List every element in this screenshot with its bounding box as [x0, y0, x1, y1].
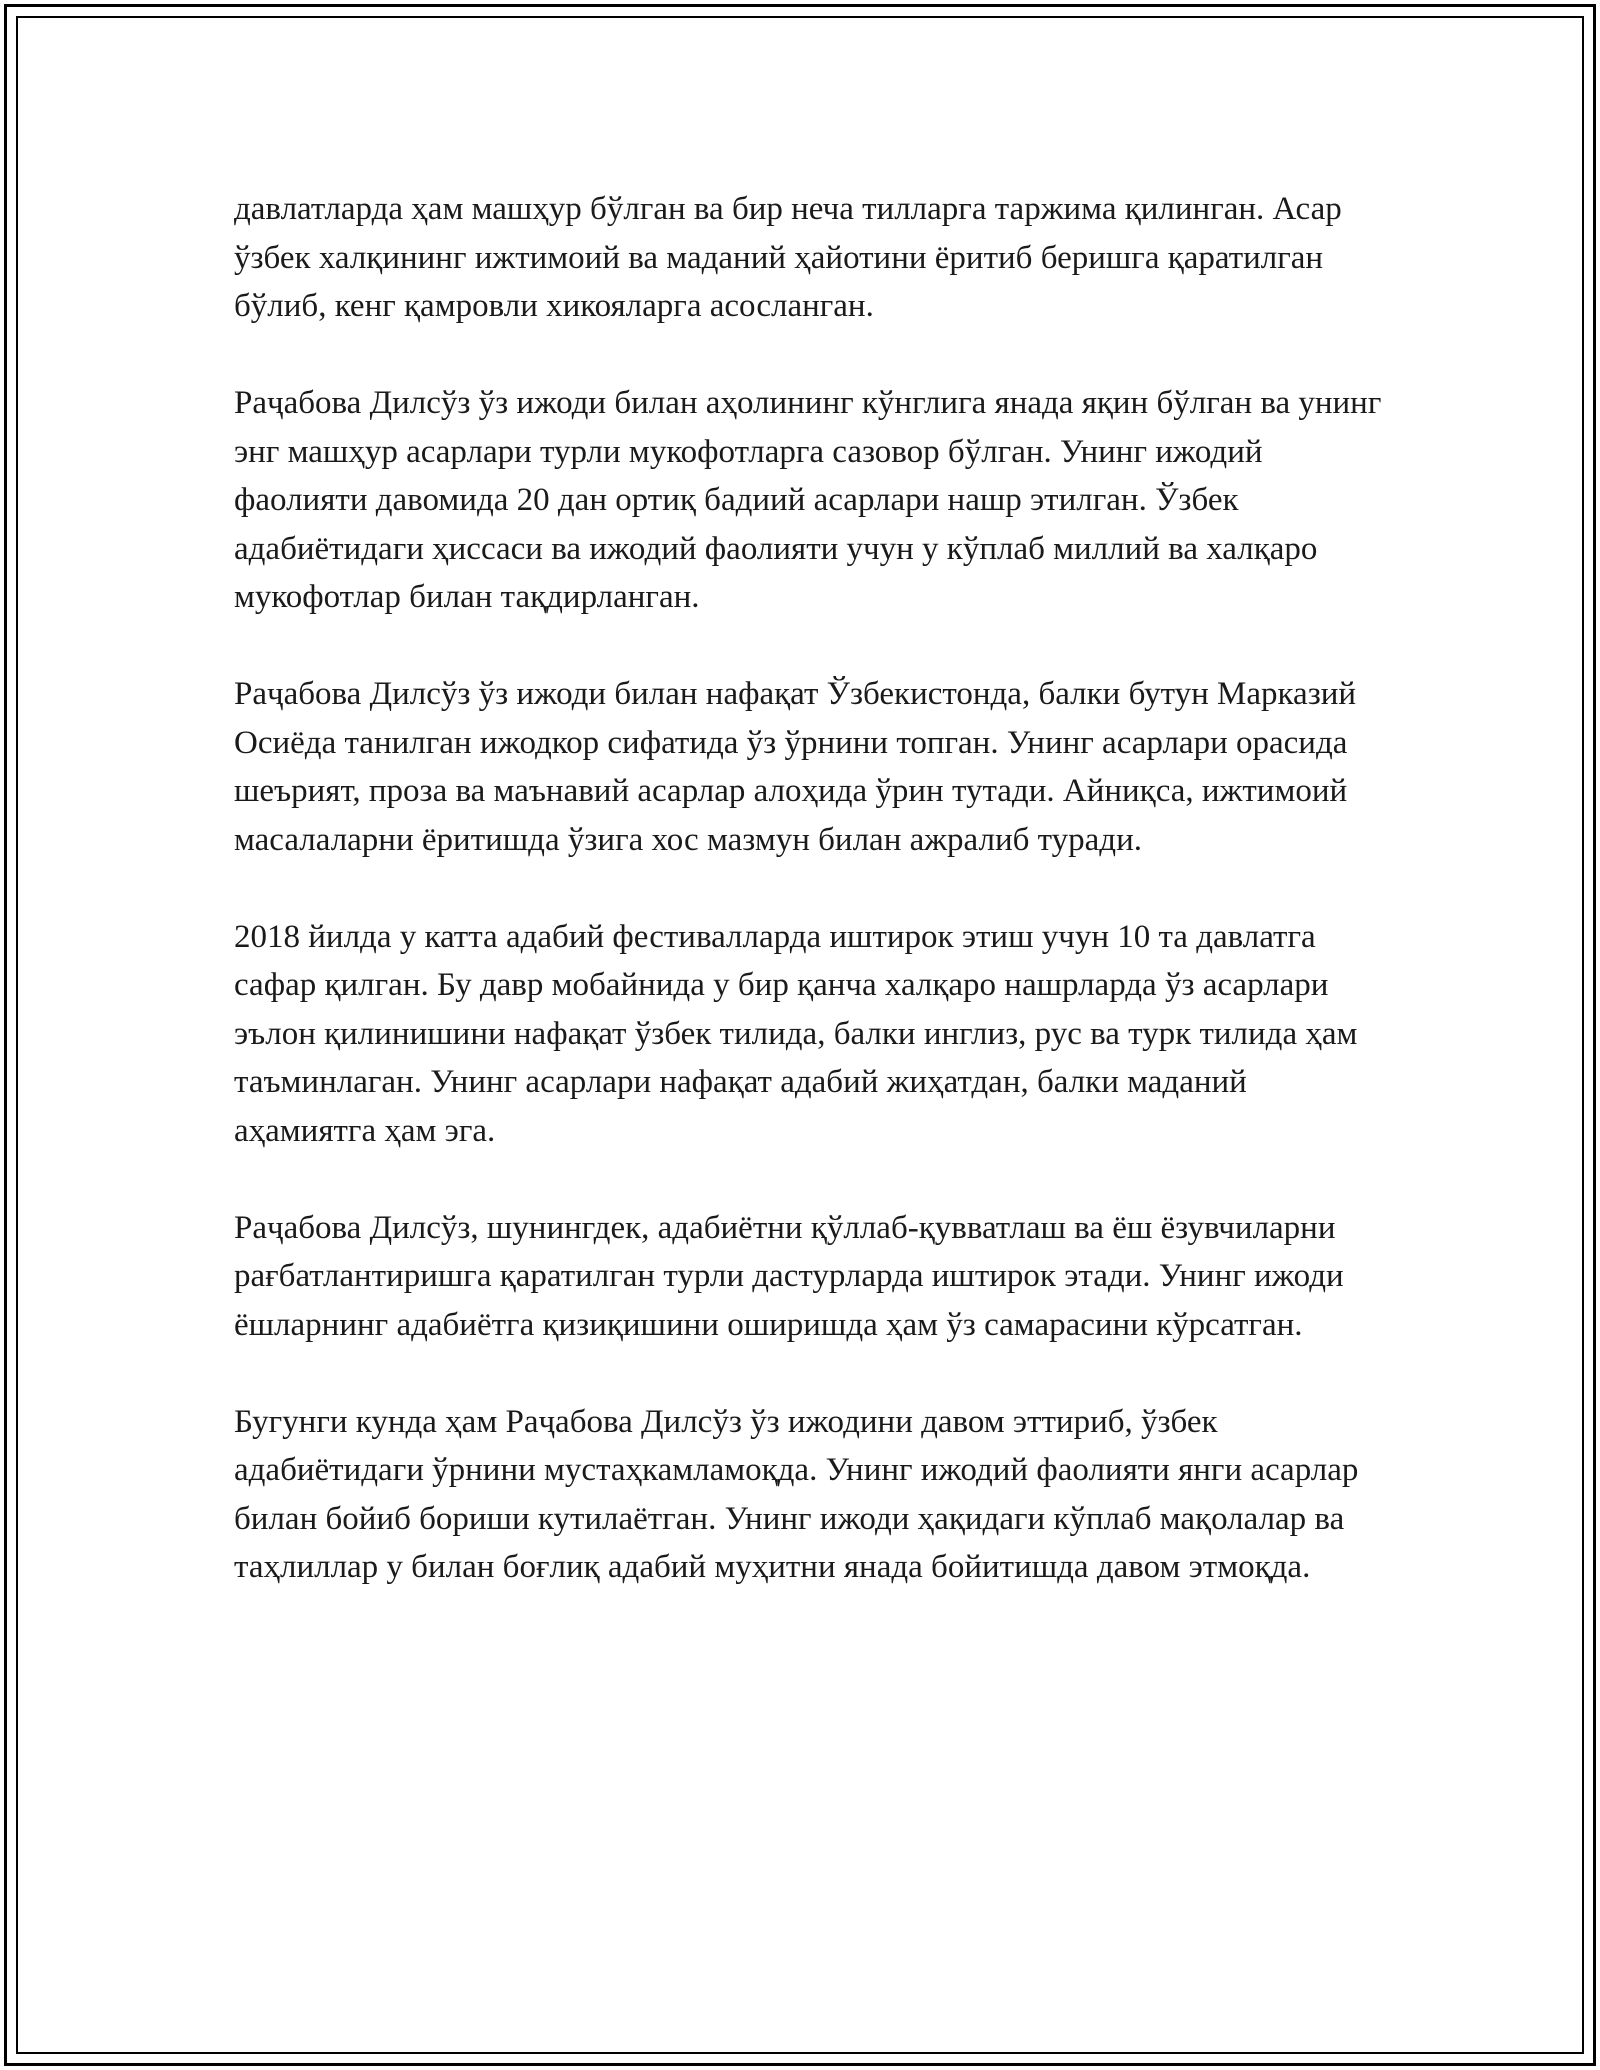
paragraph: Бугунги кунда ҳам Раҷабова Дилсўз ўз ижодини давом эттириб, ўзбек адабиётидаги ўрнини мустаҳкамламоқда. Унинг ижодий фаолияти янги асарлар билан бойиб бориши кутилаётган. Унинг ижоди ҳақидаги кўплаб мақолалар ва таҳлиллар у билан боғлиқ адабий муҳитни янада бойитишда давом этмоқда. — [234, 1403, 1359, 1585]
document-body — [234, 185, 1384, 1640]
paragraph: Раҷабова Дилсўз ўз ижоди билан нафақат Ўзбекистонда, балки бутун Марказий Осиёда танилган ижодкор сифатида ўз ўрнини топган. Унинг асарлари орасида шеърият, проза ва маънавий асарлар алоҳида ўрин тутади. Айниқса, ижтимоий масалаларни ёритишда ўзига хос мазмун билан ажралиб туради. — [234, 676, 1357, 858]
paragraph: давлатларда ҳам машҳур бўлган ва бир неча тилларга таржима қилинган. Асар ўзбек халқининг ижтимоий ва маданий ҳайотини ёритиб беришга қаратилган бўлиб, кенг қамровли хикояларга асосланган. — [234, 191, 1342, 324]
paragraph: Раҷабова Дилсўз ўз ижоди билан аҳолининг кўнглига янада яқин бўлган ва унинг энг машҳур асарлари турли мукофотларга сазовор бўлган. Унинг ижодий фаолияти давомида 20 дан ортиқ бадиий асарлари нашр этилган. Ўзбек адабиётидаги ҳиссаси ва ижодий фаолияти учун у кўплаб миллий ва халқаро мукофотлар билан тақдирланган. — [234, 385, 1382, 615]
paragraph: Раҷабова Дилсўз, шунингдек, адабиётни қўллаб-қувватлаш ва ёш ёзувчиларни рағбатлантиришга қаратилган турли дастурларда иштирок этади. Унинг ижоди ёшларнинг адабиётга қизиқишини оширишда ҳам ўз самарасини кўрсатган. — [234, 1209, 1344, 1343]
paragraph: 2018 йилда у катта адабий фестивалларда иштирок этиш учун 10 та давлатга сафар қилган. Бу давр мобайнида у бир қанча халқаро нашрларда ўз асарлари эълон қилинишини нафақат ўзбек тилида, балки инглиз, рус ва турк тилида ҳам таъминлаган. Унинг асарлари нафақат адабий жиҳатдан, балки маданий аҳамиятга ҳам эга. — [234, 918, 1358, 1149]
